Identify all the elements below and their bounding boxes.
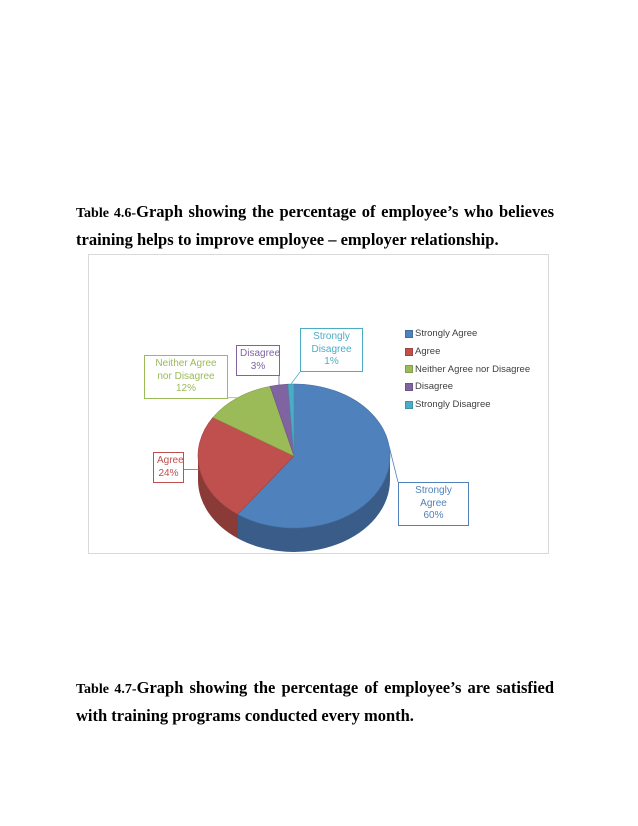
data-label-value: 3% bbox=[250, 360, 266, 372]
data-label-disagree bbox=[236, 345, 280, 376]
pie-slices bbox=[198, 384, 390, 552]
data-label-strongly-agree bbox=[398, 482, 469, 526]
pie-chart bbox=[88, 254, 549, 554]
caption-text: Graph showing the percentage of employee’s are satisfied with training programs conducted every month. bbox=[76, 678, 554, 725]
legend-swatch bbox=[405, 365, 413, 373]
leader-line bbox=[389, 446, 398, 482]
legend-label: Neither Agree nor Disagree bbox=[415, 363, 531, 375]
legend-item-agree bbox=[405, 343, 530, 361]
data-label-category: Agree bbox=[157, 455, 184, 466]
legend-item-strongly-agree bbox=[405, 325, 530, 343]
legend-swatch bbox=[405, 383, 413, 391]
data-label-value: 12% bbox=[175, 383, 196, 394]
data-label-value: 1% bbox=[324, 356, 339, 367]
legend-swatch bbox=[405, 330, 413, 338]
legend-item-disagree bbox=[405, 378, 530, 396]
table-4-7-caption bbox=[76, 675, 554, 729]
data-label-category: Strongly Agree bbox=[415, 485, 452, 509]
leader-line bbox=[291, 372, 300, 384]
table-4-6-caption bbox=[76, 199, 554, 253]
data-label-strongly-disagree bbox=[300, 328, 363, 372]
data-label-value: 24% bbox=[158, 467, 179, 479]
legend-swatch bbox=[405, 401, 413, 409]
legend-item-neither bbox=[405, 360, 530, 378]
data-label-category: Strongly Disagree bbox=[311, 331, 352, 355]
legend-label: Disagree bbox=[415, 381, 454, 393]
legend-label: Strongly Disagree bbox=[415, 399, 491, 411]
data-label-category: Neither Agree nor Disagree bbox=[155, 358, 217, 382]
table-number: Table 4.6- bbox=[76, 206, 137, 221]
data-label-value: 60% bbox=[423, 510, 444, 521]
legend-label: Strongly Agree bbox=[415, 328, 478, 340]
data-label-category: Disagree bbox=[240, 348, 281, 359]
table-number: Table 4.7- bbox=[76, 682, 137, 697]
data-label-agree bbox=[153, 452, 184, 483]
data-label-neither bbox=[144, 355, 228, 399]
chart-legend bbox=[405, 325, 530, 413]
legend-swatch bbox=[405, 348, 413, 356]
legend-label: Agree bbox=[415, 346, 441, 358]
legend-item-strongly-disagree bbox=[405, 396, 530, 414]
caption-text: Graph showing the percentage of employee’s who believes training helps to improve employee – employer relationship. bbox=[76, 202, 554, 249]
